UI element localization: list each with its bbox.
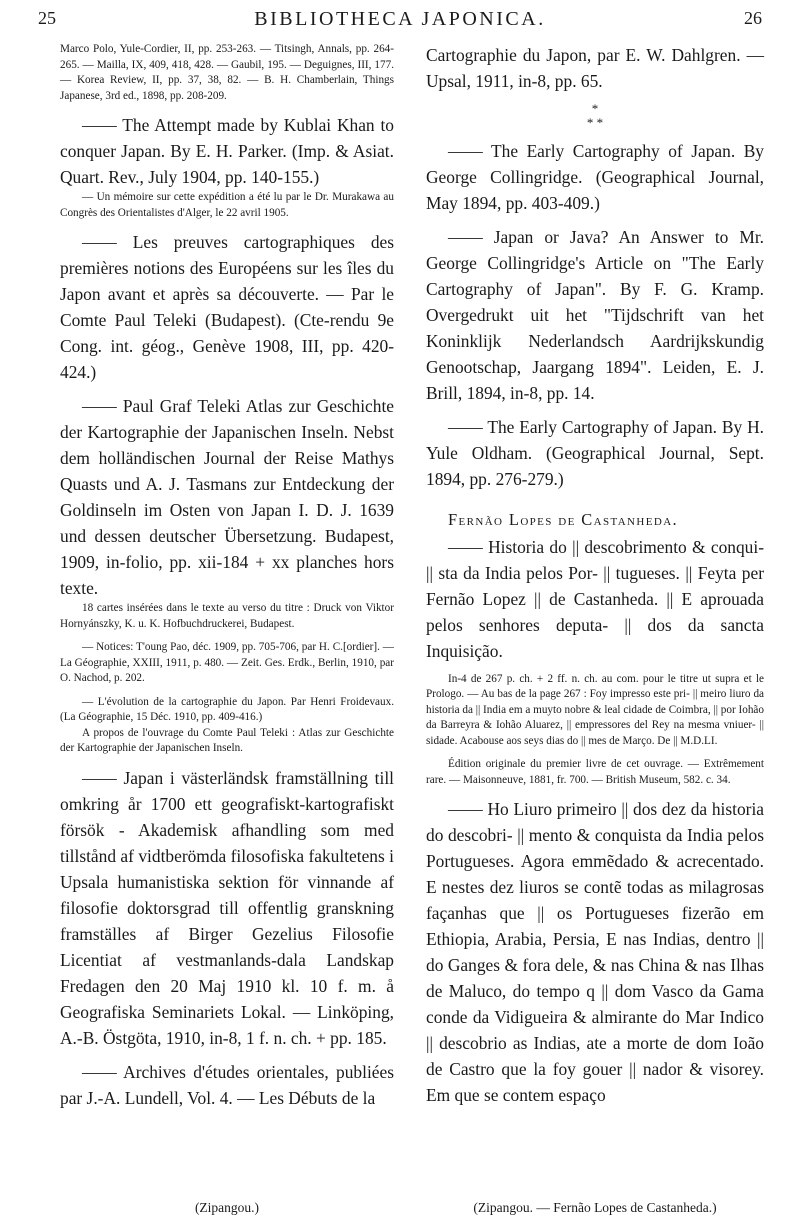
bibliography-entry: —— Japan i västerländsk framställning till omkring år 1700 ett geografiskt-kartografiskt försök - Akademisk afhandling som med tillstånd af vidtberömda filosofiska fakultetens i Upsala humanistiska sektion för vinnande af filosofie doktorsgrad till offentlig granskning framställes af Birger Gezelius Filosofie Licentiat af vestmanlands-dala Landskap Fredagen den 20 Maj 1910 kl. 10 f. m. å Geografiska Seminariets Lokal. — Linköping, A.-B. Östgöta, 1910, in-8, 1 f. n. ch. + pp. 185. [60, 767, 394, 1048]
bibliography-note: — Un mémoire sur cette expédition a été lu par le Dr. Murakawa au Congrès des Orientalistes d'Alger, le 22 avril 1905. [60, 191, 394, 219]
bibliography-entry: —— Historia do || descobrimento & conqui- || sta da India pelos Por- || tugueses. || Feyta per Fernão Lopez || de Castanheda. || E aprouada pelos senhores deputa- || dos da sancta Inquisição. [426, 536, 764, 661]
bibliography-entry: —— The Early Cartography of Japan. By George Collingridge. (Geographical Journal, May 1894, pp. 403-409.) [426, 141, 764, 213]
bibliography-note: — Notices: T'oung Pao, déc. 1909, pp. 705-706, par H. C.[ordier]. — La Géographie, XXIII, 1911, p. 480. — Zeit. Ges. Erdk., Berlin, 1910, par O. Nachod, p. 202. [60, 641, 394, 684]
bibliography-note: A propos de l'ouvrage du Comte Paul Teleki : Atlas zur Geschichte der Kartographie der Japanischen Inseln. [60, 726, 394, 754]
running-title: BIBLIOTHECA JAPONICA. [254, 8, 546, 30]
running-header [0, 6, 800, 36]
bibliography-entry: —— Paul Graf Teleki Atlas zur Geschichte der Kartographie der Japanischen Inseln. Nebst dem holländischen Journal der Reise Mathys Quasts und A. J. Tasmans zur Entdeckung der Goldinseln im Osten von Japan I. D. J. 1639 und dessen deutscher Übersetzung. Budapest, 1909, in-folio, pp. xii-184 + xx planches hors texte. [60, 396, 394, 598]
bibliography-entry: —— Archives d'études orientales, publiées par J.-A. Lundell, Vol. 4. — Les Débuts de la [60, 1061, 394, 1108]
bibliography-entry: —— The Attempt made by Kublai Khan to conquer Japan. By E. H. Parker. (Imp. & Asiat. Quart. Rev., July 1904, pp. 140-155.) [60, 115, 394, 187]
footer-catchword-left: (Zipangou.) [194, 1200, 260, 1215]
bibliography-entry: —— The Early Cartography of Japan. By H. Yule Oldham. (Geographical Journal, Sept. 1894, pp. 276-279.) [426, 417, 764, 489]
bibliography-note: — L'évolution de la cartographie du Japon. Par Henri Froidevaux. (La Géographie, 15 Déc. 1910, pp. 409-416.) [60, 695, 394, 723]
bibliography-note: In-4 de 267 p. ch. + 2 ff. n. ch. au com. pour le titre ut supra et le Prologo. — Au bas de la page 267 : Foy impresso este pri- || meiro liuro da historia da || India em a muyto nobre & leal cidade de Coimbra, || por Iohão da Barreyra & Iohão Aluarez, || empressores del Rey na mesma vniuer- || sidade. Acabouse aos seys dias do || mes de Março. De || M.D.LI. [426, 672, 764, 747]
section-heading: Fernão Lopes de Castanheda. [448, 510, 679, 529]
right-column [426, 42, 764, 1108]
section-separator: * * * [586, 101, 604, 130]
footer-catchword-right: (Zipangou. — Fernão Lopes de Castanheda.) [473, 1200, 717, 1215]
bibliography-entry: —— Les preuves cartographiques des premières notions des Européens sur les îles du Japon avant et après sa découverte. — Par le Comte Paul Teleki (Budapest). (Cte-rendu 9e Cong. int. géog., Genève 1908, III, pp. 420-424.) [60, 232, 394, 382]
page-number-right: 26 [744, 8, 762, 28]
bibliography-entry: —— Japan or Java? An Answer to Mr. George Collingridge's Article on "The Early Cartography of Japan". By F. G. Kramp. Overgedrukt uit het "Tijdschrift van het Koninklijk Nederlandsch Aardrijkskundig Genootschap, Jaargang 1894". Leiden, E. J. Brill, 1894, in-8, pp. 14. [426, 227, 764, 403]
page-number-left: 25 [38, 8, 56, 28]
bibliography-note: Édition originale du premier livre de cet ouvrage. — Extrêmement rare. — Maisonneuve, 1881, fr. 700. — British Museum, 582. c. 34. [426, 758, 764, 786]
bibliography-entry: —— Ho Liuro primeiro || dos dez da historia do descobri- || mento & conquista da India pelos Portugueses. Agora emmẽdado & acrecentado. E nestes dez liuros se contẽ todas as milagrosas façanhas que || os Portugueses fizerão em Ethiopia, Arabia, Persia, E nas Indias, dentro || do Ganges & fora dele, & nas China & nas Ilhas de Maluco, do tempo q || dom Vasco da Gama conde da Vidigueira & almirante do Mar Indico || descobrio as Indias, ate a morte de dom Ioão de Castro que la foy gouer || nador & visorey. Em que se contem espaço [426, 799, 764, 1105]
left-column [60, 42, 394, 1111]
bibliography-entry: Marco Polo, Yule-Cordier, II, pp. 253-263. — Titsingh, Annals, pp. 264-265. — Mailla, IX, 409, 418, 428. — Gaubil, 195. — Deguignes, III, 177. — Korea Review, II, pp. 37, 38, 82. — B. H. Chamberlain, Things Japanese, 3rd ed., 1898, pp. 208-209. [60, 43, 394, 102]
bibliography-entry: Cartographie du Japon, par E. W. Dahlgren. — Upsal, 1911, in-8, pp. 65. [426, 45, 764, 91]
bibliography-note: 18 cartes insérées dans le texte au verso du titre : Druck von Viktor Hornyánszky, K. u. K. Hofbuchdruckerei, Budapest. [60, 602, 394, 630]
